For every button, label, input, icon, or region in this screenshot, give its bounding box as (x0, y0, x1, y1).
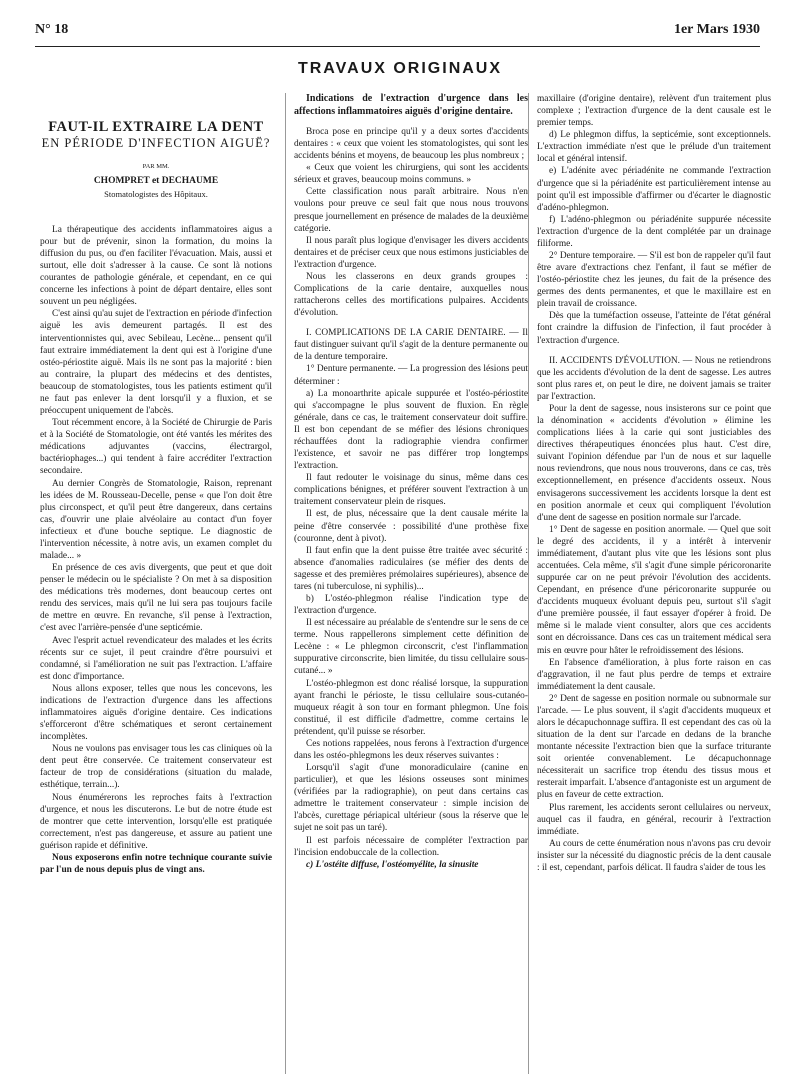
paragraph: Pour la dent de sagesse, nous insisterons sur ce point que la dénomination « accidents d'évolution » élimine les complications liées à la carie qui sont justiciables des directives thérapeutiques énoncées plus haut. C'est dire, suivant l'opinion défendue par l'un de nous et sur laquelle nous reviendrons, que nous nous trouverons, dans ce cas, très exceptionnellement, en présence d'accidents osseux. Nous envisagerons successivement les accidents lorsque la dent est en position anormale et ceux qui compliquent l'évolution d'une dent de sagesse en position normale sur l'arcade. (537, 403, 771, 523)
paragraph: C'est ainsi qu'au sujet de l'extraction en période d'infection aiguë les avis demeurent partagés. Il est des interventionnistes qui, avec Sebileau, Lecène... pensent qu'il faut extraire immédiatement la dent qui est à l'origine d'une ostéo-périostite aiguë. Mais ils ne sont pas la majorité : bien au contraire, la plupart des médecins et des dentistes, beaucoup de stomatologistes, tous les patients estiment qu'il ne faut pas enlever la dent lorsqu'il y a fluxion, et se préoccupent uniquement de l'abcès. (40, 309, 272, 417)
paragraph: I. COMPLICATIONS DE LA CARIE DENTAIRE. — Il faut distinguer suivant qu'il s'agit de la denture permanente ou de la denture temporaire. (294, 328, 528, 363)
column-3 (528, 93, 771, 1074)
paragraph: Dès que la tuméfaction osseuse, l'atteinte de l'état général font craindre la diffusion de l'infection, il faut procéder à l'extraction d'urgence. (537, 311, 771, 346)
paragraph: Au cours de cette énumération nous n'avons pas cru devoir insister sur la nécessité du diagnostic précis de la dent causale : il est, cependant, parfois délicat. Il faudra s'aider de tous les (537, 838, 771, 873)
issue-number: N° 18 (35, 22, 69, 37)
byline: PAR MM. (142, 163, 170, 171)
paragraph: 1° Denture permanente. — La progression des lésions peut déterminer : (294, 364, 528, 387)
paragraph: Il faut enfin que la dent puisse être traitée avec sécurité : absence d'anomalies radiculaires (se méfier des dents de sagesse et des premières prémolaires supérieures), absence de tares (ni tuberculose, ni syphilis)... (294, 545, 528, 592)
paragraph: Il est parfois nécessaire de compléter l'extraction par l'incision endobuccale de la collection. (294, 835, 528, 858)
paragraph: Nous allons exposer, telles que nous les concevons, les indications de l'extraction d'urgence dans les affections inflammatoires aiguës d'origine dentaire. Ces indications s'efforceront d'être schématiques et seront certainement incomplètes. (40, 683, 272, 743)
page-header (35, 20, 760, 47)
paragraph: c) L'ostéite diffuse, l'ostéomyélite, la sinusite (306, 859, 479, 870)
paragraph: Tout récemment encore, à la Société de Chirurgie de Paris et à la Société de Stomatologie, ont été vantés les mérites des médications adjuvantes (vaccins, électrargol, bactériophages...) qui tendent à faire accréditer l'extraction secondaire. (40, 418, 272, 477)
paragraph: « Ceux que voient les chirurgiens, qui sont les accidents sérieux et graves, beaucoup moins communs. » (294, 163, 528, 186)
paragraph: Nous exposerons enfin notre technique courante suivie par l'un de nous depuis plus de vingt ans. (40, 852, 272, 875)
paragraph: Il faut redouter le voisinage du sinus, même dans ces complications bénignes, et préférer souvent l'extraction à un traitement conservateur plein de risques. (294, 473, 528, 508)
authors: CHOMPRET et DECHAUME (93, 175, 219, 186)
paragraph: 2° Denture temporaire. — S'il est bon de rappeler qu'il faut être avare d'extractions chez l'enfant, il faut se méfier de l'ostéo-périostite chez les jeunes, du fait de la présence des germes des dents permanentes, et que le maxillaire est en plein travail de croissance. (537, 251, 771, 310)
issue-date: 1er Mars 1930 (673, 22, 760, 37)
subhead: Indications de l'extraction d'urgence dans les affections inflammatoires aiguës d'origine dentaire. (294, 93, 528, 117)
column-2 (285, 93, 528, 1074)
paragraph: b) L'ostéo-phlegmon réalise l'indication type de l'extraction d'urgence. (294, 593, 528, 617)
paragraph: Il est nécessaire au préalable de s'entendre sur le sens de ce terme. Nous rappellerons simplement cette définition de Lecène : « Le phlegmon circonscrit, c'est l'inflammation suppurative circonscrite, bien limitée, du tissu cellulaire sous-cutané... » (294, 618, 528, 677)
paragraph: Broca pose en principe qu'il y a deux sortes d'accidents dentaires : « ceux que voient les stomatologistes, qui sont les accidents bénins et moyens, de beaucoup les plus nombreux ; (294, 127, 528, 162)
paragraph: En présence de ces avis divergents, que peut et que doit penser le médecin ou le spécialiste ? On met à sa disposition des médications très modernes, dont beaucoup certes ont rendu des services, mais qu'il ne lui sera pas toujours facile de mettre en œuvre. En revanche, s'il pense à l'extraction, c'est avec l'arrière-pensée d'une septicémie. (40, 563, 272, 634)
column-1 (40, 93, 272, 1074)
paragraph: Il nous paraît plus logique d'envisager les divers accidents dentaires et de préciser ceux que nous estimons justiciables de l'extraction d'urgence. (294, 235, 528, 270)
paragraph: Ces notions rappelées, nous ferons à l'extraction d'urgence dans les ostéo-phlegmons les deux réserves suivantes : (294, 738, 528, 761)
title-main: FAUT-IL EXTRAIRE LA DENT (48, 119, 264, 135)
paragraph: Avec l'esprit actuel revendicateur des malades et les écrits récents sur ce sujet, il peut craindre d'être poursuivi et condamné, si l'amélioration ne suit pas l'extraction. L'affaire est donc d'importance. (40, 635, 272, 682)
paragraph: II. ACCIDENTS D'ÉVOLUTION. — Nous ne retiendrons que les accidents d'évolution de la dent de sagesse. Les autres sont plus rares et, on peut le dire, ne doivent jamais se traiter par l'extraction. (537, 355, 771, 402)
paragraph: Nous ne voulons pas envisager tous les cas cliniques où la dent peut être conservée. Ce traitement conservateur est facteur de trop de considérations (situation du malade, esthétique, terrain...). (40, 744, 272, 791)
paragraph: Il est, de plus, nécessaire que la dent causale mérite la peine d'être conservée : possibilité d'une prothèse fixe (couronne, dent à pivot). (294, 509, 528, 544)
paragraph: f) L'adéno-phlegmon ou périadénite suppurée nécessite l'extraction d'urgence de la dent complétée par un drainage filiforme. (537, 214, 771, 249)
paragraph: d) Le phlegmon diffus, la septicémie, sont exceptionnels. L'extraction immédiate n'est que le prélude d'un traitement local et général intensif. (537, 130, 771, 165)
paragraph: 1° Dent de sagesse en position anormale. — Quel que soit le degré des accidents, il y a intérêt à intervenir immédiatement, d'autant plus vite que les lésions sont plus accentuées. Cela même, s'il s'agit d'une simple péricoronarite suppurée car on ne peut prévoir l'évolution des accidents. Cependant, en présence d'une péricoronarite suppurée ou d'accidents muqueux évoluant depuis peu, surtout s'il s'agit d'une première poussée, il faut essayer d'opérer à froid. De même si le malade vient consulter, alors que ces accidents sont en décroissance. Dans ces cas un traitement médical sera mis en œuvre pour hâter le refroidissement des lésions. (537, 524, 771, 656)
paragraph: e) L'adénite avec périadénite ne commande l'extraction d'urgence que si la périadénite est particulièrement intense au point qu'il est impossible d'affirmer ou d'écarter le diagnostic d'adéno-phlegmon. (537, 166, 771, 213)
paragraph: a) La monoarthrite apicale suppurée et l'ostéo-périostite qui s'accompagne le plus souvent de fluxion. En règle générale, dans ce cas, le traitement conservateur doit suffire. Il est bon cependant de se méfier des lésions chroniques réchauffées dont la radiographie viendra confirmer l'existence, et savoir ne pas différer trop longtemps l'extraction. (294, 388, 528, 472)
paragraph: L'ostéo-phlegmon est donc réalisé lorsque, la suppuration ayant franchi le périoste, le tissu cellulaire sous-cutanéo-muqueux réagit à son tour en formant phlegmon. Une fois constitué, il est difficile d'admettre, comme certains le prétendent, qu'il puisse se résorber. (294, 678, 528, 737)
paragraph: Nous les classerons en deux grands groupes : Complications de la carie dentaire, auxquelles nous rattacherons celles des mortifications pulpaires. Accidents d'évolution. (294, 271, 528, 319)
article-title (40, 119, 272, 151)
paragraph: maxillaire (d'origine dentaire), relèvent d'un traitement plus complexe ; l'extraction d'urgence de la dent causale est le premier temps. (537, 94, 771, 129)
paragraph: En l'absence d'amélioration, à plus forte raison en cas d'aggravation, il ne faut plus perdre de temps et extraire immédiatement la dent causale. (537, 657, 771, 692)
paragraph: Plus rarement, les accidents seront cellulaires ou nerveux, auquel cas il faudra, en général, recourir à l'extraction immédiate. (537, 802, 771, 837)
section-title: TRAVAUX ORIGINAUX (297, 60, 503, 77)
paragraph: Cette classification nous paraît arbitraire. Nous n'en voulons pour preuve ce seul fait que nous nous trouvons presque journellement en présence de malades de la deuxième catégorie. (294, 187, 528, 234)
paragraph: Nous énumérerons les reproches faits à l'extraction d'urgence, et nous les discuterons. Le but de notre étude est de montrer que cette intervention, lorsqu'elle est pratiquée correctement, n'est pas dangereuse, et assure au patient une guérison rapide et définitive. (40, 792, 272, 851)
title-sub: EN PÉRIODE D'INFECTION AIGUË? (41, 136, 271, 151)
affiliation: Stomatologistes des Hôpitaux. (104, 188, 208, 199)
paragraph: Lorsqu'il s'agit d'une monoradiculaire (canine en particulier), et que les lésions osseuses sont minimes (vérifiées par la radiographie), on peut dans certains cas admettre le traitement conservateur : simple incision de l'abcès, curettage périapical ultérieur (sous la réserve que le sujet ne soit pas un taré). (294, 763, 528, 834)
paragraph: 2° Dent de sagesse en position normale ou subnormale sur l'arcade. — Le plus souvent, il s'agit d'accidents muqueux et alors le décapuchonnage suffira. Il est cependant des cas où la situation de la dent sur l'arcade en dedans de la branche montante nécessite l'extraction bien que la surface triturante soit orientée convenablement. Le décapuchonnage nécessiterait un sacrifice trop étendu des tissus mous et resterait imparfait. L'absence d'antagoniste est un argument de plus en faveur de cette extraction. (537, 693, 771, 801)
paragraph: La thérapeutique des accidents inflammatoires aigus a pour but de prévenir, sinon la formation, du moins la diffusion du pus, ou d'en faciliter l'évacuation. Mais, aussi et surtout, elle doit s'adresser à la cause. Ce sont là notions courantes de pathologie générale, et cependant, en ce qui concerne les infections à point de départ dentaire, elles sont souvent un peu négligées. (40, 224, 272, 308)
paragraph: Au dernier Congrès de Stomatologie, Raison, reprenant les idées de M. Rousseau-Decelle, pense « que l'on doit être plus circonspect, et qu'il peut être dangereux, dans certains cas, d'ouvrir une plaie alvéolaire au contact d'un foyer infectieux et d'une bouche septique. Le diagnostic de l'intervention nécessite, à notre avis, un examen complet du malade... » (40, 478, 272, 561)
